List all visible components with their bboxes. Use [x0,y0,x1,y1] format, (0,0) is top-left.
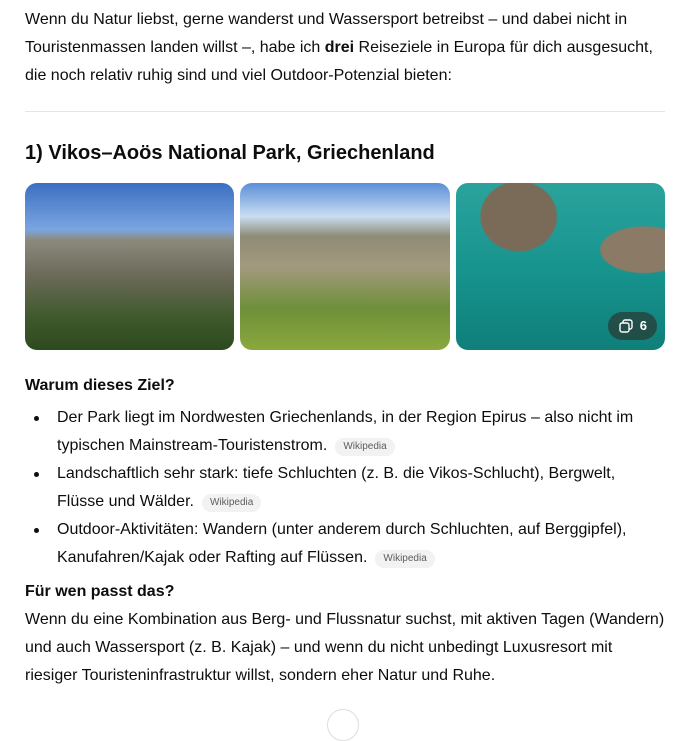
list-item: Landschaftlich sehr stark: tiefe Schluchten (z. B. die Vikos-Schlucht), Bergwelt, Flüsse und Wälder. Wikipedia [25,460,665,516]
who-paragraph: Wenn du eine Kombination aus Berg- und Flussnatur suchst, mit aktiven Tagen (Wandern) und auch Wassersport (z. B. Kajak) – und wenn du nicht unbedingt Luxusresort mit riesiger Touristeninfrastruktur willst, sondern eher Natur und Ruhe. [25,611,665,684]
scroll-down-button[interactable] [327,709,359,741]
list-item: Outdoor-Aktivitäten: Wandern (unter anderem durch Schluchten, auf Berggipfel), Kanufahren/Kajak oder Rafting auf Flüssen. Wikipedia [25,516,665,572]
gallery-image-3[interactable] [456,183,665,350]
citation-link[interactable]: Wikipedia [335,438,394,456]
why-heading: Warum dieses Ziel? [25,377,175,394]
citation-link[interactable]: Wikipedia [202,494,261,512]
intro-paragraph: Wenn du Natur liebst, gerne wanderst und Wassersport betreibst – und dabei nicht in Touristenmassen landen willst –, habe ich drei Reiseziele in Europa für dich ausgesucht, die noch relativ ruhig sind und viel Outdoor-Potenzial bieten: [25,11,653,84]
gallery-image-2[interactable] [240,183,449,350]
reasons-list [25,404,665,572]
more-images-button[interactable] [608,312,657,340]
image-count: 6 [639,318,647,333]
image-gallery [25,183,665,350]
citation-link[interactable]: Wikipedia [375,550,434,568]
list-item: Der Park liegt im Nordwesten Griechenlands, in der Region Epirus – also nicht im typischen Mainstream-Touristenstrom. Wikipedia [25,404,665,460]
image-stack-icon [618,318,634,334]
chat-message [25,6,665,690]
who-heading: Für wen passt das? [25,583,175,600]
gallery-image-1[interactable] [25,183,234,350]
divider [25,111,665,112]
section-title: 1) Vikos–Aoös National Park, Griechenland [25,142,435,164]
